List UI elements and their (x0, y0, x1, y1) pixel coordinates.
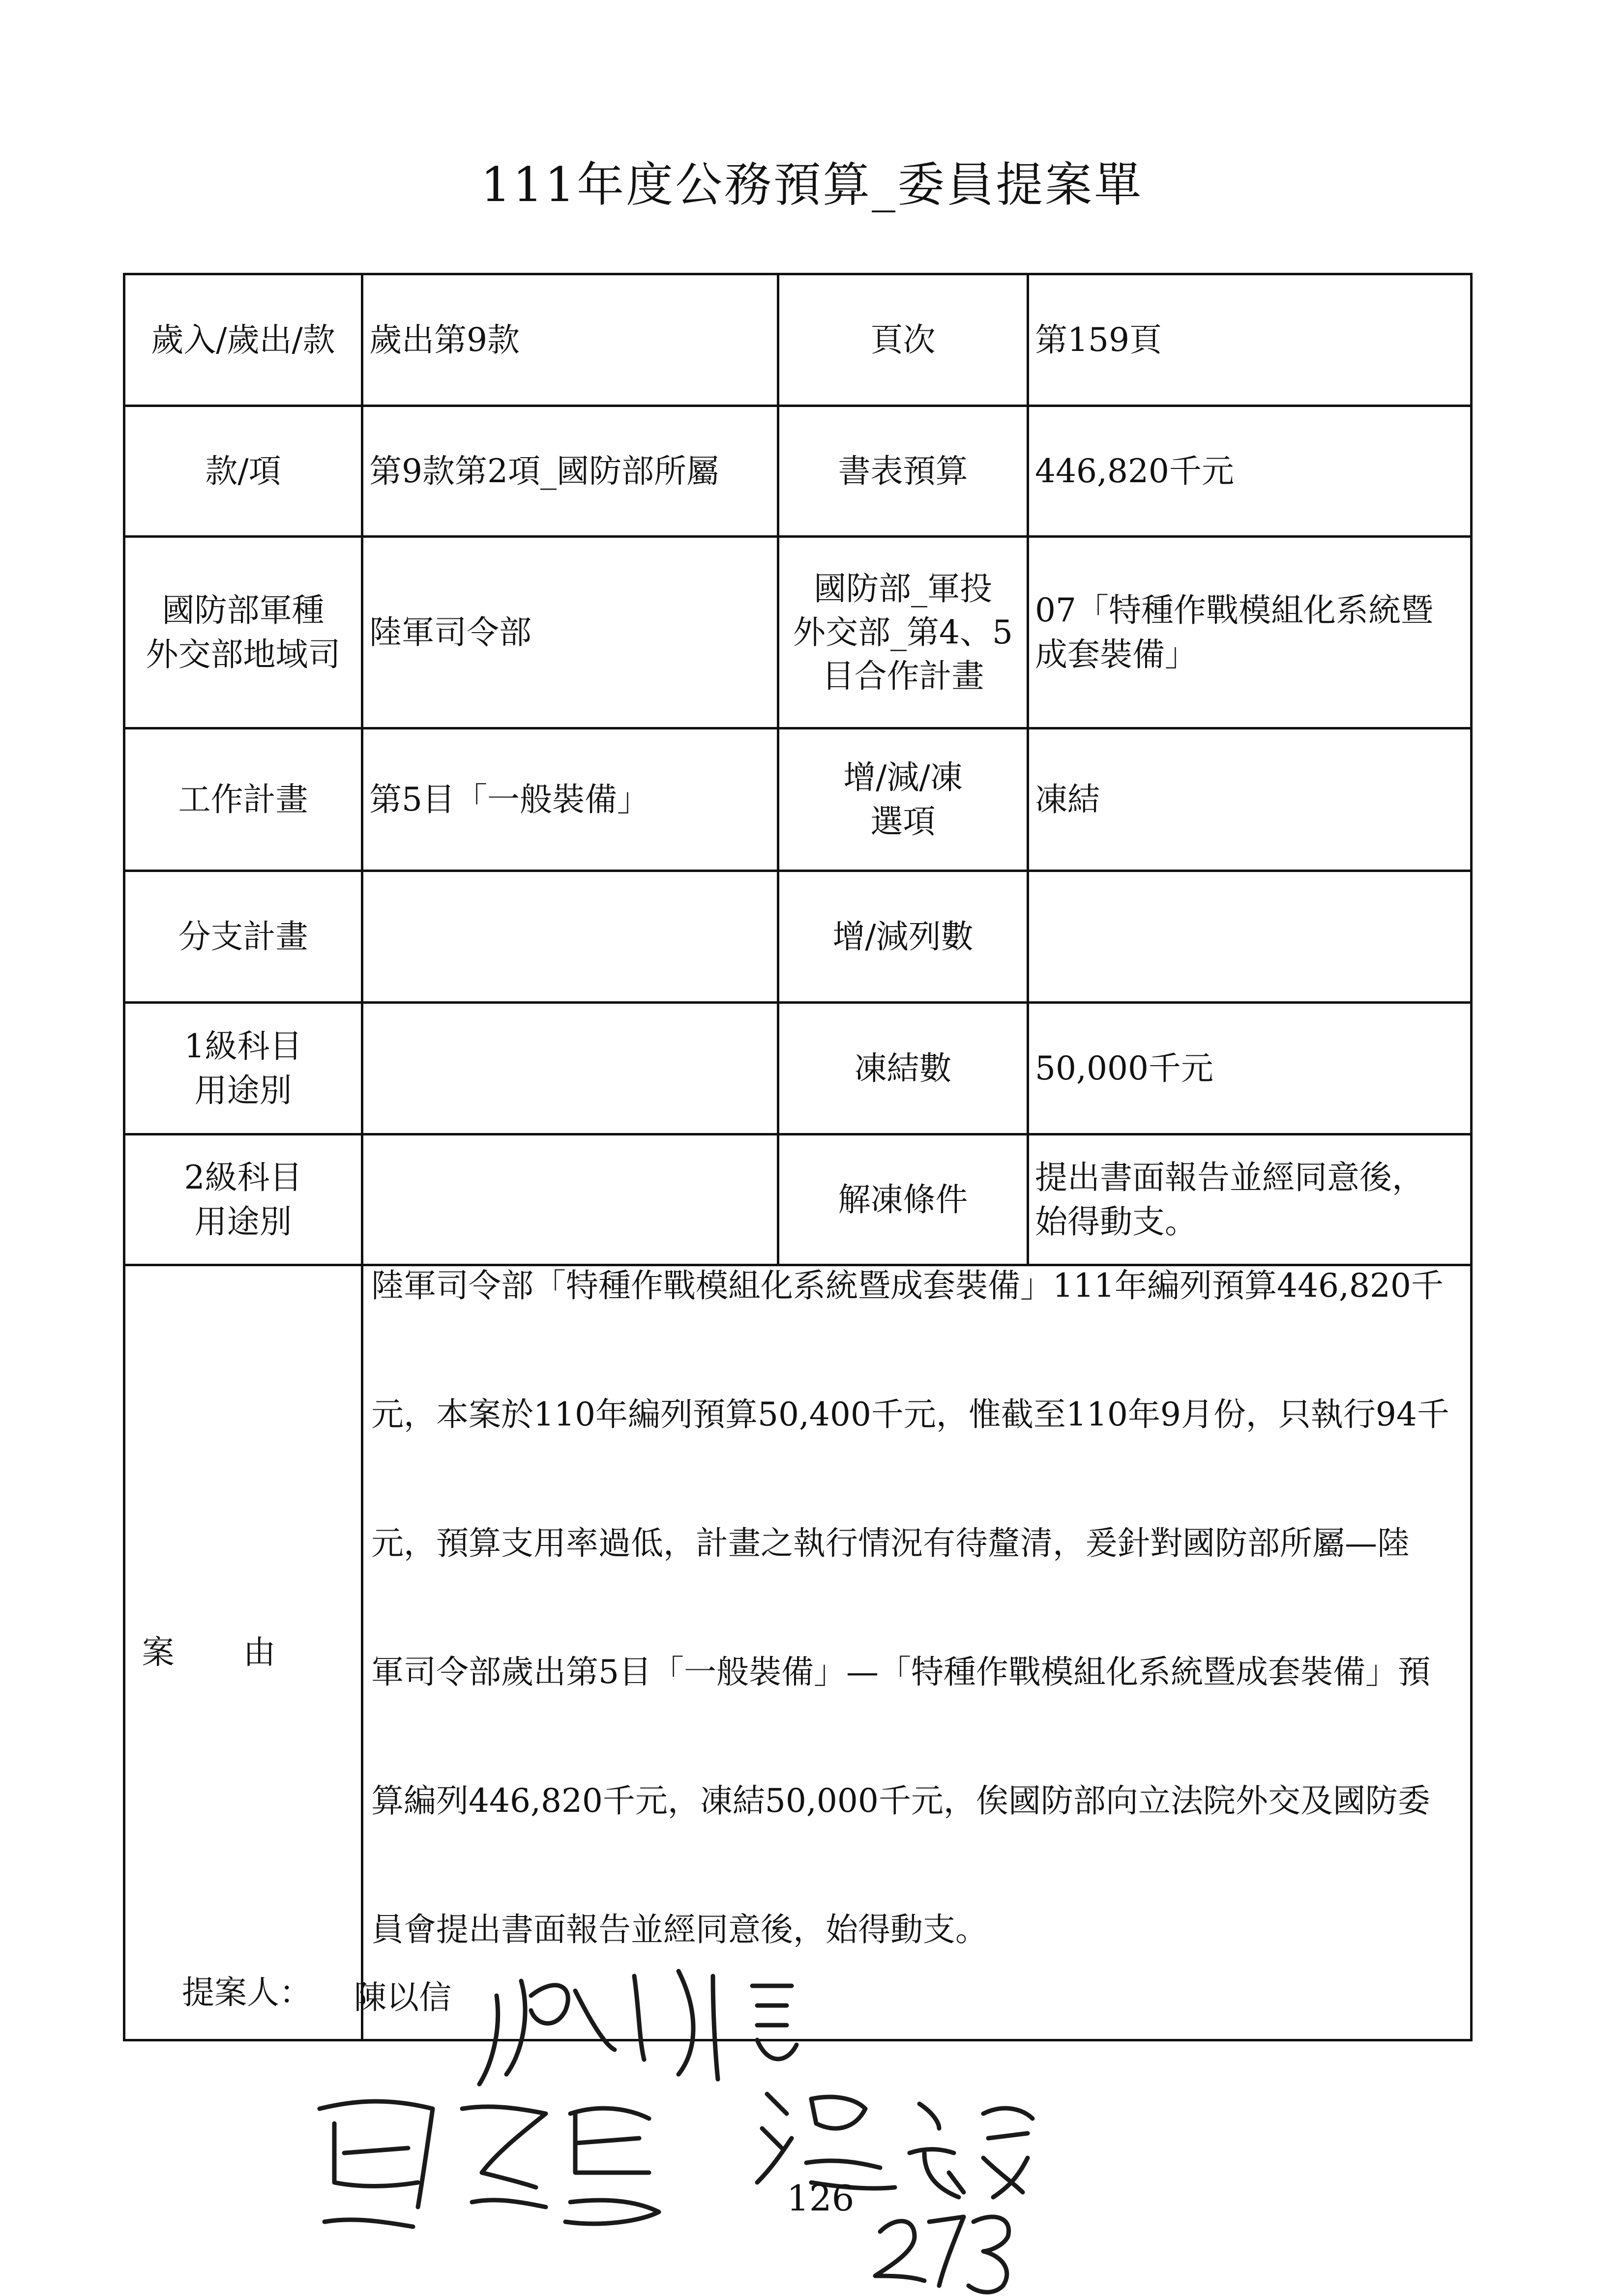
reason-row (124, 1265, 1472, 2040)
reason-line: 元，本案於110年編列預算50,400千元，惟截至110年9月份，只執行94千 (371, 1395, 1449, 1433)
field-label (124, 537, 362, 728)
form-row (124, 406, 1472, 537)
field-label (778, 728, 1028, 871)
field-value: 歲出第9款 (362, 274, 778, 406)
signature-2 (320, 2101, 659, 2227)
proposer-label: 提案人： (182, 1974, 312, 2011)
field-label (778, 537, 1028, 728)
field-label-line: 國防部_軍投 (814, 569, 992, 608)
reason-line: 員會提出書面報告並經同意後，始得動支。 (371, 1911, 988, 1948)
field-label-line: 目合作計畫 (822, 657, 984, 696)
field-value: 第5目「一般裝備」 (362, 728, 778, 871)
field-value (362, 1003, 778, 1134)
reason-line: 算編列446,820千元，凍結50,000千元，俟國防部向立法院外交及國防委 (371, 1782, 1430, 1820)
form-row (124, 1134, 1472, 1265)
form-row (124, 537, 1472, 728)
field-label-line: 國防部軍種 (162, 591, 325, 630)
field-label: 分支計畫 (124, 871, 362, 1003)
reason-line: 元，預算支用率過低，計畫之執行情況有待釐清，爰針對國防部所屬—陸 (371, 1524, 1410, 1562)
field-label: 款/項 (124, 406, 362, 537)
field-label-line: 2級科目 (184, 1159, 302, 1197)
reason-line: 軍司令部歲出第5目「一般裝備」—「特種作戰模組化系統暨成套裝備」預 (371, 1653, 1430, 1691)
field-label: 凍結數 (778, 1003, 1028, 1134)
proposal-form-table (123, 273, 1473, 2041)
form-row (124, 871, 1472, 1003)
document-title: 111年度公務預算_委員提案單 (480, 157, 1144, 212)
field-value: 第159頁 (1028, 274, 1472, 406)
page-number: 126 (787, 2178, 855, 2219)
field-label-line: 1級科目 (184, 1027, 302, 1066)
proposer-name: 陳以信 (354, 1978, 451, 2016)
reason-text (362, 1265, 1472, 2040)
field-label (124, 1134, 362, 1265)
field-label-line: 增/減/凍 (843, 758, 963, 797)
field-label-line: 選項 (870, 802, 936, 841)
form-row (124, 728, 1472, 871)
field-value: 第9款第2項_國防部所屬 (362, 406, 778, 537)
field-value: 50,000千元 (1028, 1003, 1472, 1134)
reason-line: 陸軍司令部「特種作戰模組化系統暨成套裝備」111年編列預算446,820千 (371, 1267, 1444, 1305)
form-row (124, 1003, 1472, 1134)
field-value (1028, 1134, 1472, 1265)
reason-label-cell (124, 1265, 362, 2040)
field-label-line: 用途別 (194, 1071, 292, 1109)
field-value: 陸軍司令部 (362, 537, 778, 728)
field-label: 增/減列數 (778, 871, 1028, 1003)
reason-label: 案由 (142, 1633, 345, 1672)
field-value (1028, 871, 1472, 1003)
field-value-line: 提出書面報告並經同意後， (1035, 1159, 1424, 1197)
field-label (124, 1003, 362, 1134)
field-value (362, 871, 778, 1003)
field-label-line: 外交部_第4、5 (793, 613, 1013, 651)
field-value-line: 成套裝備」 (1035, 635, 1197, 673)
field-label-line: 用途別 (194, 1202, 292, 1241)
field-label: 書表預算 (778, 406, 1028, 537)
field-label: 頁次 (778, 274, 1028, 406)
field-label: 工作計畫 (124, 728, 362, 871)
field-value (1028, 537, 1472, 728)
field-value (362, 1134, 778, 1265)
field-label: 解凍條件 (778, 1134, 1028, 1265)
field-value-line: 始得動支。 (1035, 1202, 1197, 1241)
field-label: 歲入/歲出/款 (124, 274, 362, 406)
field-value: 446,820千元 (1028, 406, 1472, 537)
field-label-line: 外交部地域司 (146, 635, 341, 673)
handwritten-page-number-strokes (875, 2217, 1009, 2292)
field-value-line: 07「特種作戰模組化系統暨 (1035, 591, 1433, 630)
form-row (124, 274, 1472, 406)
field-value: 凍結 (1028, 728, 1472, 871)
